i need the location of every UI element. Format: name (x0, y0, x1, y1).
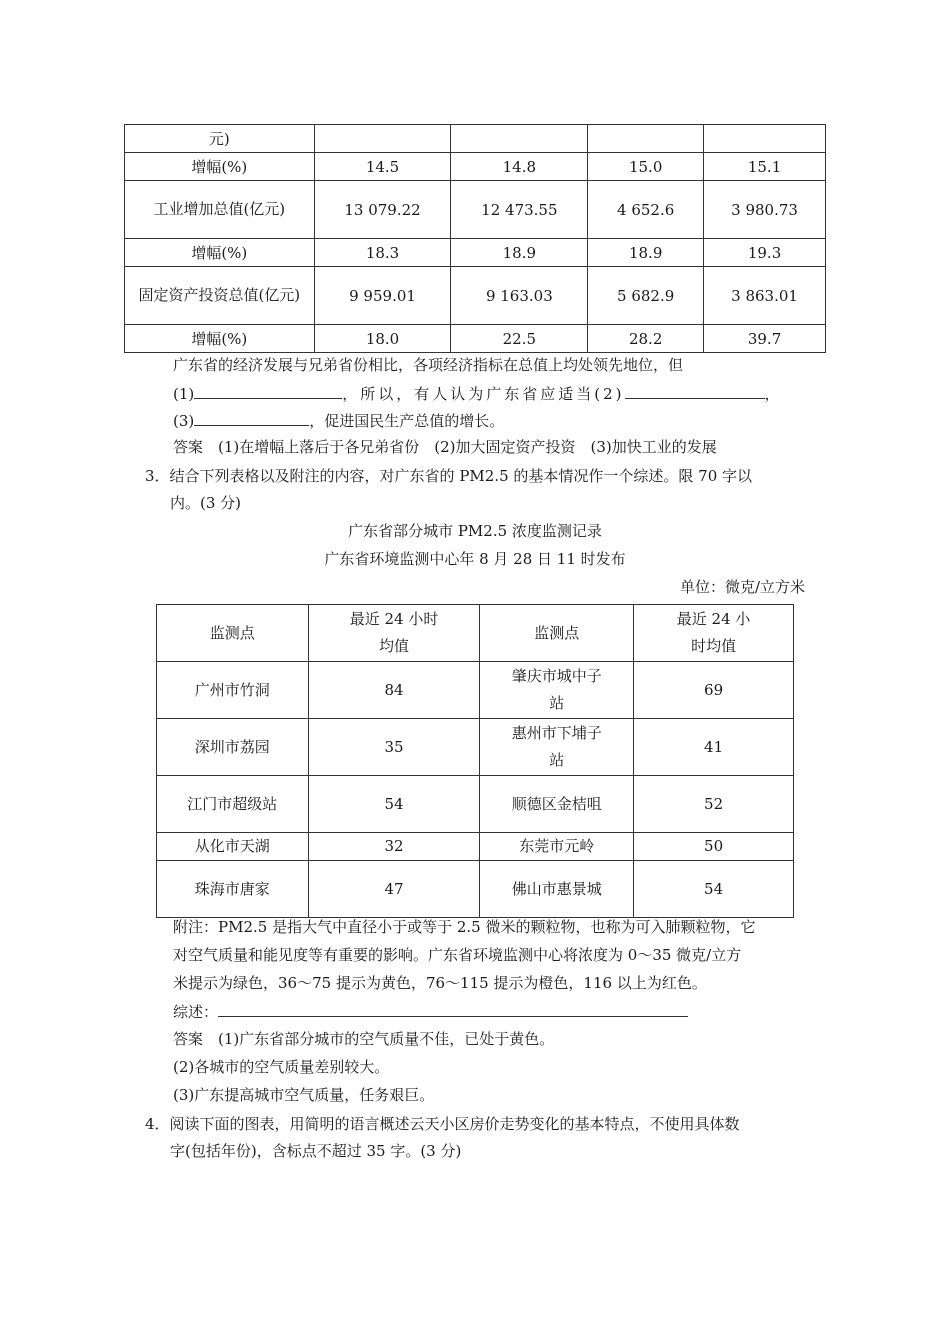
value-cell: 32 (308, 833, 480, 861)
table-cell: 18.9 (588, 239, 704, 267)
station-cell: 从化市天湖 (157, 833, 309, 861)
table-cell: 18.0 (314, 325, 451, 353)
note-line-2: 对空气质量和能见度等有重要的影响。广东省环境监测中心将浓度为 0～35 微克/立方 (173, 946, 742, 964)
q2-text: 广东省的经济发展与兄弟省份相比，各项经济指标在总值上均处领先地位，但 (173, 356, 684, 374)
q3-question-line-1: 3．结合下列表格以及附注的内容，对广东省的 PM2.5 的基本情况作一个综述。限 70 字以 (145, 467, 753, 485)
table-header-row (157, 605, 794, 662)
table-cell: 14.8 (451, 153, 588, 181)
comma: ， (764, 385, 780, 403)
blank-3-label: (3) (173, 412, 195, 430)
table-cell (704, 125, 826, 153)
value-cell: 35 (308, 719, 480, 776)
station-cell: 顺德区金桔咀 (480, 776, 634, 833)
table-title: 广东省部分城市 PM2.5 浓度监测记录 (348, 522, 602, 540)
q3-question-line-2: 内。(3 分) (170, 494, 242, 512)
value-cell: 69 (634, 662, 794, 719)
table-cell (314, 125, 451, 153)
q4-question-line-1: 4．阅读下面的图表，用简明的语言概述云天小区房价走势变化的基本特点，不使用具体数 (145, 1115, 740, 1133)
table-cell: 13 079.22 (314, 181, 451, 239)
station-cell: 江门市超级站 (157, 776, 309, 833)
station-cell: 珠海市唐家 (157, 861, 309, 918)
table-row (157, 833, 794, 861)
q4-question-line-2: 字(包括年份)，含标点不超过 35 字。(3 分) (170, 1142, 462, 1160)
table-cell (451, 125, 588, 153)
q2-answer: 答案 (1)在增幅上落后于各兄弟省份 (2)加大固定资产投资 (3)加快工业的发展 (173, 438, 717, 456)
row-label: 元) (125, 125, 315, 153)
table-cell (588, 125, 704, 153)
table-cell: 5 682.9 (588, 267, 704, 325)
station-cell: 东莞市元岭 (480, 833, 634, 861)
station-cell: 肇庆市城中子站 (480, 662, 634, 719)
table-row (157, 719, 794, 776)
pm25-table (156, 604, 794, 918)
economic-indicators-table (124, 124, 826, 353)
station-cell: 佛山市惠景城 (480, 861, 634, 918)
q2-blank-line-1 (173, 382, 780, 405)
table-cell: 28.2 (588, 325, 704, 353)
value-cell: 54 (634, 861, 794, 918)
table-row (125, 181, 826, 239)
blank-2-label: ，所以，有人认为广东省应适当(2) (342, 385, 625, 403)
table-cell: 4 652.6 (588, 181, 704, 239)
q2-tail: ，促进国民生产总值的增长。 (309, 412, 505, 430)
station-cell: 惠州市下埔子站 (480, 719, 634, 776)
blank-2[interactable] (625, 382, 765, 399)
table-cell: 15.1 (704, 153, 826, 181)
table-row (157, 861, 794, 918)
table-row (125, 239, 826, 267)
value-cell: 47 (308, 861, 480, 918)
table-row (125, 267, 826, 325)
row-label: 增幅(%) (125, 325, 315, 353)
summary-blank[interactable] (218, 1000, 688, 1017)
summary-label: 综述： (173, 1003, 219, 1021)
table-cell: 18.9 (451, 239, 588, 267)
column-header: 最近 24 小时均值 (634, 605, 794, 662)
table-row (157, 662, 794, 719)
blank-1-label: (1) (173, 385, 195, 403)
note-line-3: 米提示为绿色，36～75 提示为黄色，76～115 提示为橙色，116 以上为红色。 (173, 974, 707, 992)
table-row (125, 153, 826, 181)
table-subtitle: 广东省环境监测中心年 8 月 28 日 11 时发布 (324, 550, 626, 568)
table-row (125, 325, 826, 353)
table-cell: 14.5 (314, 153, 451, 181)
q3-answer-2: (2)各城市的空气质量差别较大。 (173, 1058, 390, 1076)
station-cell: 广州市竹洞 (157, 662, 309, 719)
table-cell: 22.5 (451, 325, 588, 353)
column-header: 监测点 (157, 605, 309, 662)
table-cell: 18.3 (314, 239, 451, 267)
table-cell: 12 473.55 (451, 181, 588, 239)
note-line-1: 附注：PM2.5 是指大气中直径小于或等于 2.5 微米的颗粒物，也称为可入肺颗粒物，它 (173, 918, 756, 936)
row-label: 工业增加总值(亿元) (125, 181, 315, 239)
unit-label: 单位：微克/立方米 (679, 578, 805, 596)
value-cell: 41 (634, 719, 794, 776)
blank-1[interactable] (194, 382, 342, 399)
table-cell: 15.0 (588, 153, 704, 181)
station-cell: 深圳市荔园 (157, 719, 309, 776)
table-cell: 3 980.73 (704, 181, 826, 239)
column-header: 监测点 (480, 605, 634, 662)
value-cell: 50 (634, 833, 794, 861)
value-cell: 52 (634, 776, 794, 833)
table-row (125, 125, 826, 153)
table-cell: 39.7 (704, 325, 826, 353)
q3-answer-3: (3)广东提高城市空气质量，任务艰巨。 (173, 1086, 435, 1104)
column-header: 最近 24 小时均值 (308, 605, 480, 662)
table-row (157, 776, 794, 833)
row-label: 固定资产投资总值(亿元) (125, 267, 315, 325)
table-cell: 9 959.01 (314, 267, 451, 325)
row-label: 增幅(%) (125, 239, 315, 267)
row-label: 增幅(%) (125, 153, 315, 181)
summary-line (173, 1000, 688, 1023)
q2-blank-line-2 (173, 409, 504, 432)
blank-3[interactable] (194, 409, 309, 426)
value-cell: 84 (308, 662, 480, 719)
table-cell: 9 163.03 (451, 267, 588, 325)
q3-answer-1: 答案 (1)广东省部分城市的空气质量不佳，已处于黄色。 (173, 1030, 555, 1048)
table-cell: 3 863.01 (704, 267, 826, 325)
value-cell: 54 (308, 776, 480, 833)
table-cell: 19.3 (704, 239, 826, 267)
